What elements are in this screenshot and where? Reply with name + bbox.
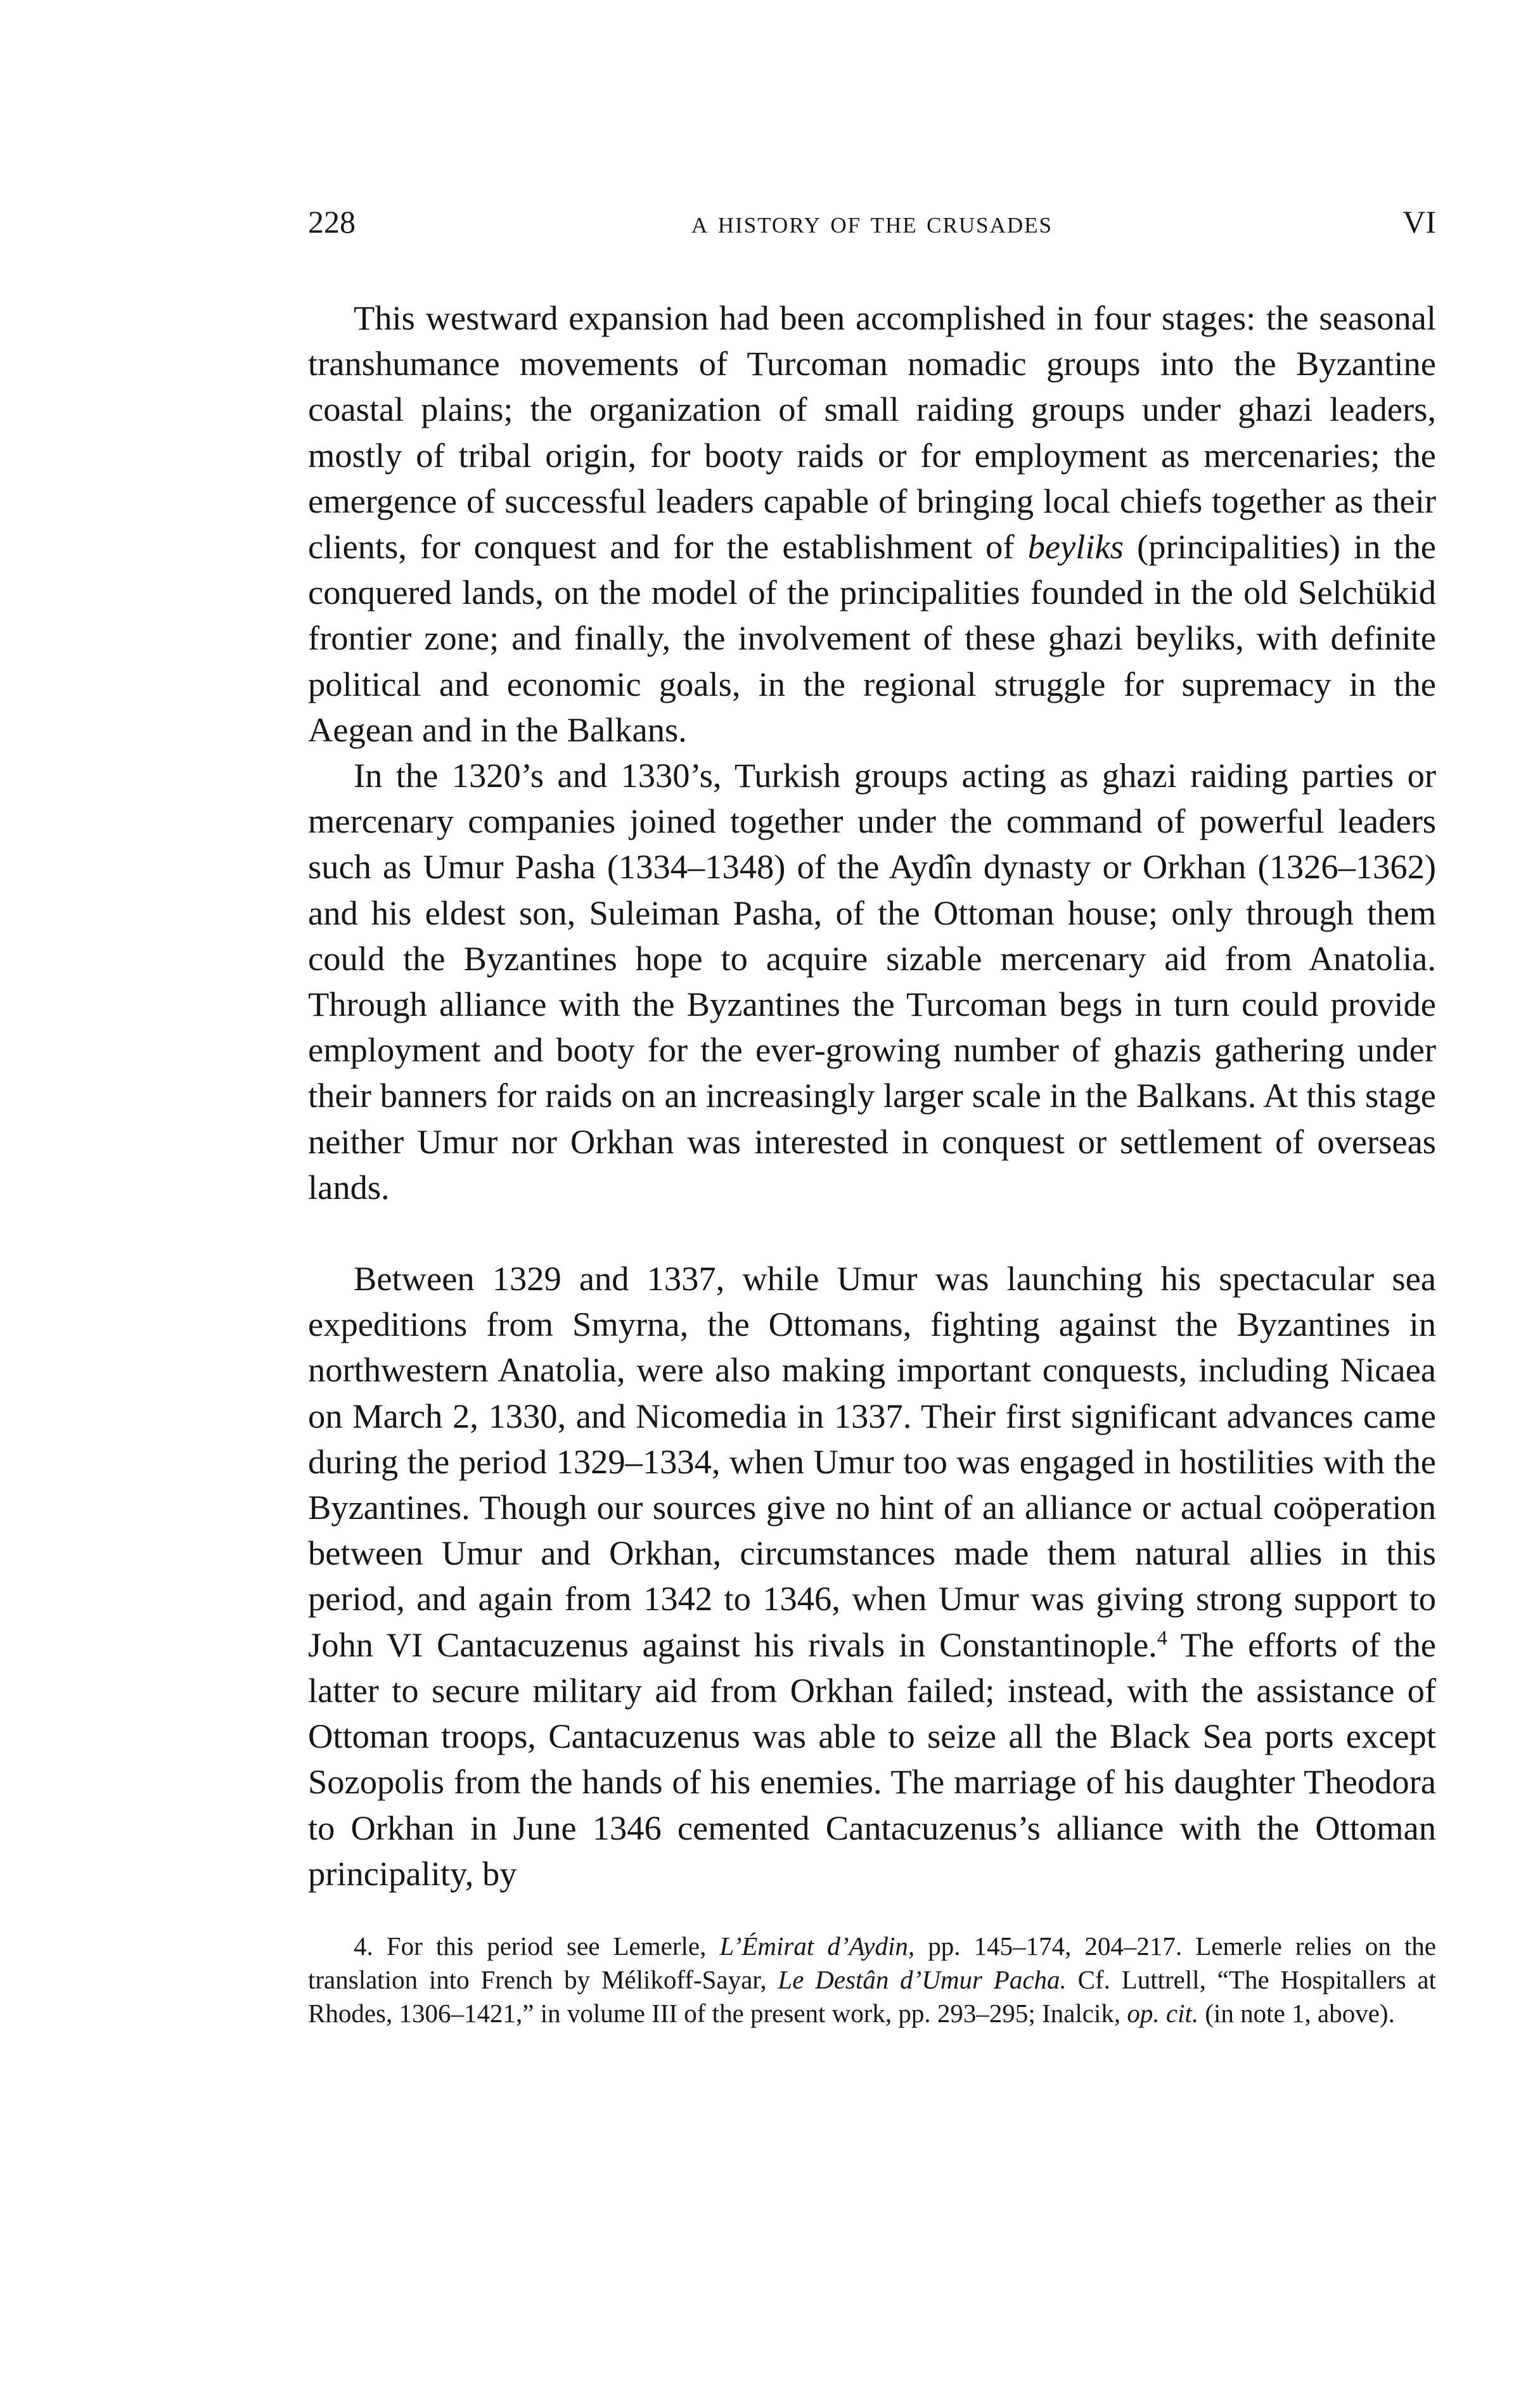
page-number: 228 (308, 204, 356, 240)
italic-text: beyliks (1027, 527, 1124, 567)
main-text (308, 295, 1436, 1897)
italic-text: Le Destân d’Umur Pacha. (778, 1964, 1067, 1994)
text-run: This westward expansion had been accomplished in four stages: the seasonal transhumance movements of Turcoman nomadic groups into the Byzantine coastal plains; the organization of small raiding groups under ghazi leaders, mostly of tribal origin, for booty raids or for employment as mercenaries; the emergence of successful leaders capable of bringing local chiefs together as their clients, for conquest and for the establishment of (308, 298, 1436, 567)
text-run: Between 1329 and 1337, while Umur was launching his spectacular sea expeditions from Smyrna, the Ottomans, fighting against the Byzantines in northwestern Anatolia, were also making important conquests, including Nicaea on March 2, 1330, and Nicomedia in 1337. Their first significant advances came during the period 1329–1334, when Umur too was engaged in hostilities with the Byzantines. Though our sources give no hint of an alliance or actual coöperation between Umur and Orkhan, circumstances made them natural allies in this period, and again from 1342 to 1346, when Umur was giving strong support to John VI Cantacuzenus against his rivals in Constantinople. (308, 1259, 1436, 1664)
footnote-ref: 4 (1157, 1625, 1167, 1649)
book-page (308, 196, 1436, 2030)
text-run: The efforts of the latter to secure military aid from Orkhan failed; instead, with the assistance of Ottoman troops, Cantacuzenus was able to seize all the Black Sea ports except Sozopolis from the hands of his enemies. The marriage of his daughter Theodora to Orkhan in June 1346 cemented Cantacuzenus’s alliance with the Ottoman principality, by (308, 1625, 1436, 1893)
text-run: 4. For this period see Lemerle, (354, 1931, 720, 1961)
footnote (308, 1930, 1436, 2030)
text-run: Cf. Luttrell, “The Hospitallers at Rhodes, 1306–1421,” in volume III of the present work, pp. 293–295; Inalcik, (308, 1964, 1436, 2028)
running-header (308, 196, 1436, 247)
paragraph (308, 753, 1436, 1210)
italic-text: op. cit. (1127, 1998, 1199, 2028)
paragraph (308, 1256, 1436, 1897)
text-run: (in note 1, above). (1198, 1998, 1395, 2028)
text-run: In the 1320’s and 1330’s, Turkish groups acting as ghazi raiding parties or mercenary companies joined together under the command of powerful leaders such as Umur Pasha (1334–1348) of the Aydîn dynasty or Orkhan (1326–1362) and his eldest son, Suleiman Pasha, of the Ottoman house; only through them could the Byzantines hope to acquire sizable mercenary aid from Anatolia. Through alliance with the Byzantines the Turcoman begs in turn could provide employment and booty for the ever-growing number of ghazis gathering under their banners for raids on an increasingly larger scale in the Balkans. At this stage neither Umur nor Orkhan was interested in conquest or settlement of overseas lands. (308, 756, 1436, 1207)
part-number: VI (1402, 204, 1436, 240)
text-run: (principalities) in the conquered lands, on the model of the principalities founded in the old Selchükid frontier zone; and finally, the involvement of these ghazi beyliks, with definite political and economic goals, in the regional struggle for supremacy in the Aegean and in the Balkans. (308, 527, 1436, 749)
footnotes (308, 1930, 1436, 2030)
text-run: pp. 145–174, 204–217. Lemerle relies on the translation into French by Mélikoff-Sayar, (308, 1931, 1436, 1994)
paragraph (308, 295, 1436, 753)
running-title: a history of the crusades (691, 204, 1053, 240)
italic-text: L’Émirat d’Aydin, (719, 1931, 915, 1961)
